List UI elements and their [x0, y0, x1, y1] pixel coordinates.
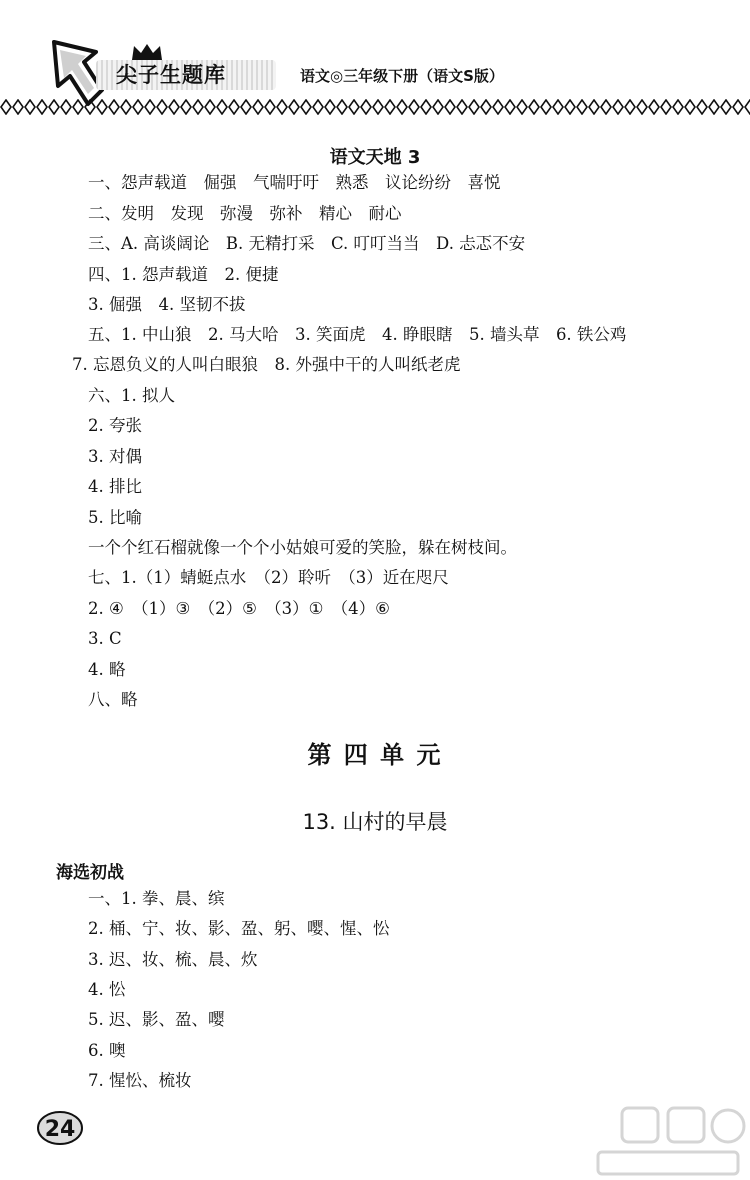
answer-line: 六、1. 拟人 — [88, 386, 175, 405]
subhead: 海选初战 — [56, 863, 124, 883]
answer-line: 3. 迟、妆、梳、晨、炊 — [88, 950, 258, 969]
answer-line: 7. 忘恩负义的人叫白眼狼 8. 外强中干的人叫纸老虎 — [72, 355, 461, 374]
unit-title: 第 四 单 元 — [307, 741, 443, 769]
lesson-title: 13. 山村的早晨 — [302, 810, 448, 834]
answer-line: 三、A. 高谈阔论 B. 无精打采 C. 叮叮当当 D. 忐忑不安 — [88, 234, 526, 253]
answer-line: 2. ④ （1）③ （2）⑤ （3）① （4）⑥ — [88, 599, 390, 618]
answer-line: 7. 惺忪、梳妆 — [88, 1071, 192, 1090]
answer-line: 二、发明 发现 弥漫 弥补 精心 耐心 — [88, 204, 402, 223]
header-divider — [0, 99, 750, 115]
answer-line: 4. 忪 — [88, 980, 126, 999]
answer-line: 八、略 — [88, 690, 138, 709]
answer-line: 七、1.（1）蜻蜓点水 （2）聆听 （3）近在咫尺 — [88, 568, 449, 587]
section-title: 语文天地 3 — [329, 147, 421, 168]
answer-line: 3. 倔强 4. 坚韧不拔 — [88, 295, 246, 314]
answer-line: 4. 略 — [88, 660, 126, 679]
page-number-badge — [34, 1100, 94, 1150]
answer-line: 一、1. 拳、晨、缤 — [88, 889, 225, 908]
answer-line: 5. 比喻 — [88, 508, 142, 527]
answer-line: 四、1. 怨声载道 2. 便捷 — [88, 265, 279, 284]
watermark-logo — [578, 1100, 750, 1180]
page-header — [0, 0, 750, 125]
book-info: 语文◎三年级下册（语文S版） — [300, 67, 504, 85]
answer-line: 4. 排比 — [88, 477, 142, 496]
answer-line: 五、1. 中山狼 2. 马大哈 3. 笑面虎 4. 睁眼瞎 5. 墙头草 6. 铁公鸡 — [88, 325, 627, 344]
page-number: 24 — [44, 1117, 76, 1142]
answer-line: 一个个红石榴就像一个个小姑娘可爱的笑脸，躲在树枝间。 — [88, 538, 517, 557]
answer-line: 一、怨声载道 倔强 气喘吁吁 熟悉 议论纷纷 喜悦 — [88, 173, 501, 192]
answer-line: 2. 夸张 — [88, 416, 142, 435]
answer-line: 3. C — [88, 629, 122, 648]
brand-logo-text: 尖子生题库 — [116, 63, 226, 87]
answer-line: 5. 迟、影、盈、嘤 — [88, 1010, 225, 1029]
answer-line: 6. 噢 — [88, 1041, 126, 1060]
answer-line: 3. 对偶 — [88, 447, 142, 466]
answer-line: 2. 桶、宁、妆、影、盈、躬、嘤、惺、忪 — [88, 919, 390, 938]
